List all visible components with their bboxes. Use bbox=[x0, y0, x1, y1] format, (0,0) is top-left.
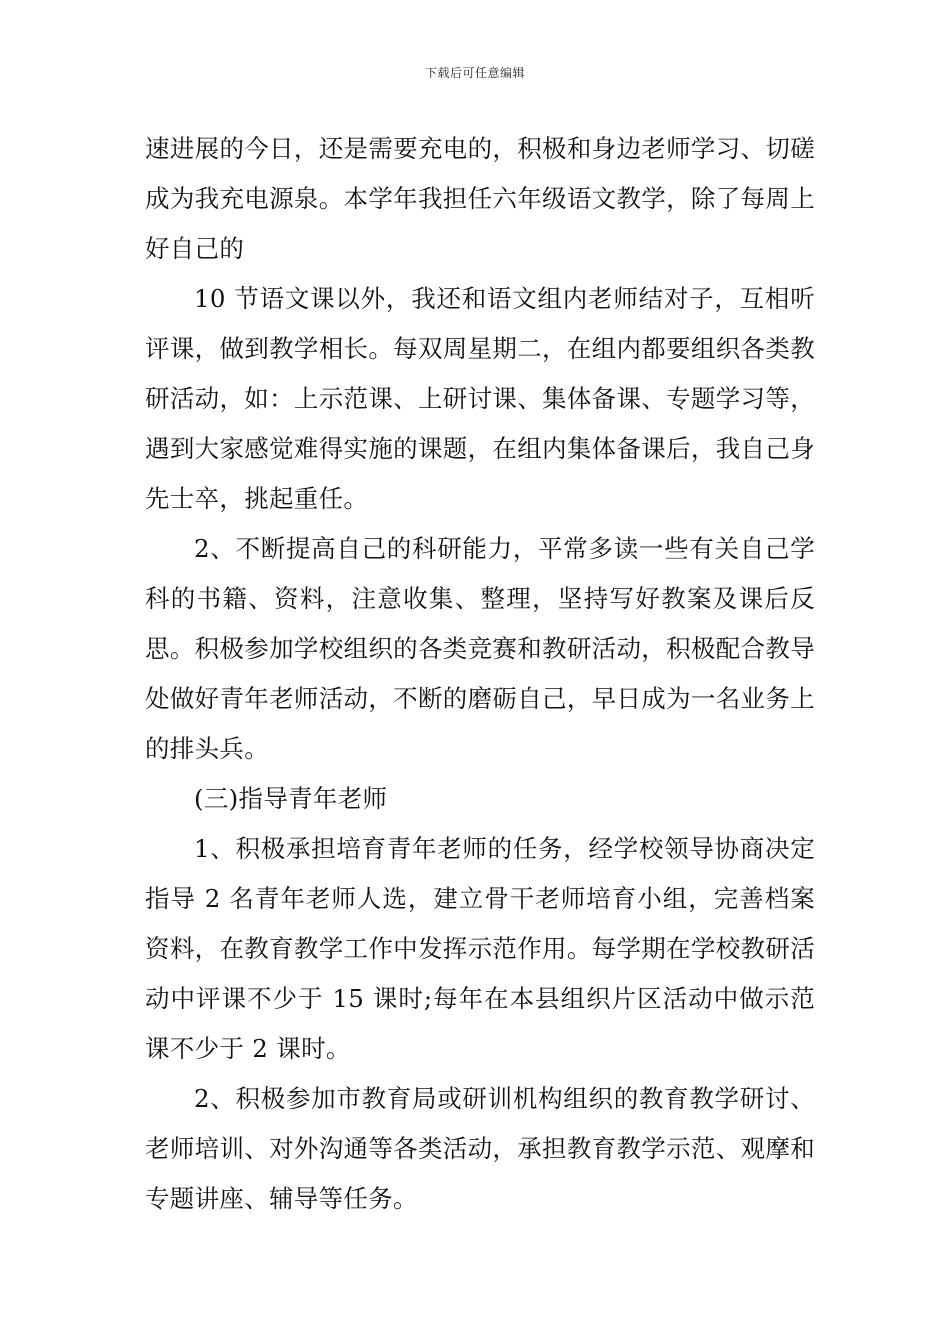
paragraph-research-ability: 2、不断提高自己的科研能力，平常多读一些有关自己学科的书籍、资料，注意收集、整理，坚持写好教案及课后反思。积极参加学校组织的各类竞赛和教研活动，积极配合教导处做好青年老师活动，不断的磨砺自己，早日成为一名业务上的排头兵。 bbox=[145, 534, 815, 763]
paragraph-participate-activities: 2、积极参加市教育局或研训机构组织的教育教学研讨、老师培训、对外沟通等各类活动，承担教育教学示范、观摩和专题讲座、辅导等任务。 bbox=[145, 1084, 815, 1213]
paragraph-train-young-teachers: 1、积极承担培育青年老师的任务，经学校领导协商决定指导 2 名青年老师人选，建立骨干老师培育小组，完善档案资料，在教育教学工作中发挥示范作用。每学期在学校教研活动中评课不少于 15 课时;每年在本县组织片区活动中做示范课不少于 2 课时。 bbox=[145, 834, 815, 1063]
paragraph-study-group: 10 节语文课以外，我还和语文组内老师结对子，互相听评课，做到教学相长。每双周星期二，在组内都要组织各类教研活动，如：上示范课、上研讨课、集体备课、专题学习等，遇到大家感觉难得实施的课题，在组内集体备课后，我自己身先士卒，挑起重任。 bbox=[145, 284, 815, 513]
paragraph-continuation: 速进展的今日，还是需要充电的，积极和身边老师学习、切磋成为我充电源泉。本学年我担任六年级语文教学，除了每周上好自己的 bbox=[145, 134, 815, 263]
document-body bbox=[145, 124, 815, 1224]
header-note: 下载后可任意编辑 bbox=[424, 66, 525, 80]
section-heading-guide-young-teachers: (三)指导青年老师 bbox=[194, 784, 388, 813]
